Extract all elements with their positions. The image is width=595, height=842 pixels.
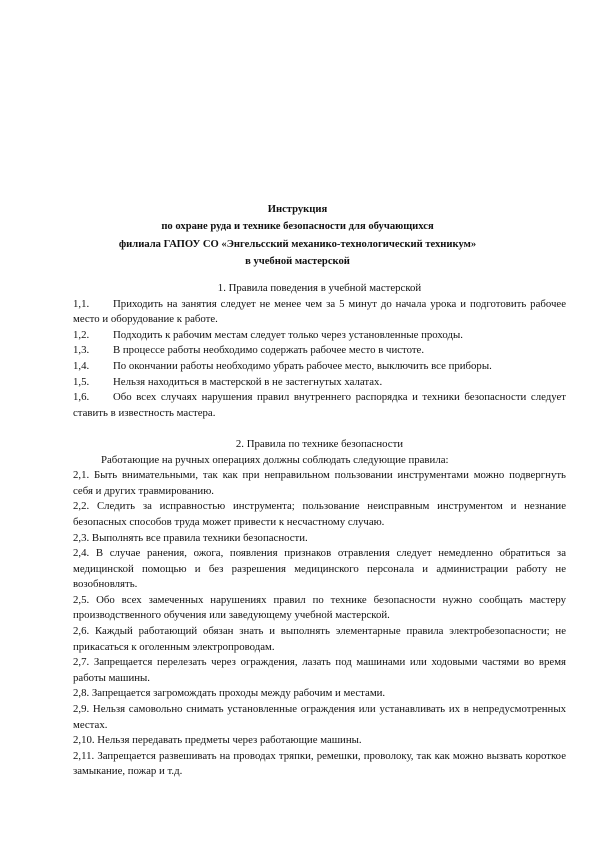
list-item <box>73 359 566 375</box>
document-title <box>60 201 535 271</box>
list-item: 2,5. Обо всех замеченных нарушениях правил по технике безопасности нужно сообщать мастеру производственного обучения или заведующему учебной мастерской. <box>73 593 566 622</box>
item-text: Нельзя находиться в мастерской в не застегнутых халатах. <box>113 375 383 388</box>
list-item <box>73 375 566 391</box>
item-text: В процессе работы необходимо содержать рабочее место в чистоте. <box>113 344 425 357</box>
list-item: 2,8. Запрещается загромождать проходы между рабочим и местами. <box>73 687 386 700</box>
list-item <box>73 297 566 328</box>
list-item <box>73 343 566 359</box>
item-text: Подходить к рабочим местам следует только через установленные проходы. <box>113 328 463 341</box>
document-body <box>73 281 566 780</box>
section-2-intro: Работающие на ручных операциях должны соблюдать следующие правила: <box>101 453 449 466</box>
title-line-1: Инструкция <box>267 204 328 215</box>
list-item: 2,3. Выполнять все правила техники безопасности. <box>73 531 308 544</box>
list-item: 2,1. Быть внимательными, так как при неправильном пользовании инструментами можно подвергнуть себя и других травмированию. <box>73 469 566 497</box>
section-spacer <box>73 421 566 437</box>
list-item: 2,10. Нельзя передавать предметы через работающие машины. <box>73 734 362 747</box>
list-item: 2,6. Каждый работающий обязан знать и выполнять элементарные правила электробезопасности; не прикасаться к оголенным электропроводам. <box>73 625 566 653</box>
list-item: 2,11. Запрещается развешивать на проводах тряпки, ремешки, проволоку, так как можно вызвать короткое замыкание, пожар и т.д. <box>73 749 566 778</box>
item-text: Приходить на занятия следует не менее чем за 5 минут до начала урока и подготовить рабочее место и оборудование к работе. <box>73 297 566 326</box>
item-number: 1,6. <box>73 391 90 404</box>
title-line-2: по охране руда и технике безопасности для обучающихся <box>161 221 434 233</box>
item-number: 1,1. <box>73 297 90 310</box>
list-item: 2,9. Нельзя самовольно снимать установленные ограждения или устанавливать их в непредусмотренных местах. <box>73 703 566 731</box>
list-item <box>73 328 566 344</box>
item-number: 1,3. <box>73 344 90 357</box>
list-item: 2,2. Следить за исправностью инструмента; пользование неисправным инструментом и незнание безопасных способов труда может привести к несчастному случаю. <box>73 500 566 528</box>
list-item: 2,7. Запрещается перелезать через ограждения, лазать под машинами или ходовыми частями во время работы машины. <box>73 656 566 684</box>
item-number: 1,2. <box>73 328 90 341</box>
item-text: По окончании работы необходимо убрать рабочее место, выключить все приборы. <box>113 359 492 372</box>
section-1-heading: 1. Правила поведения в учебной мастерской <box>217 282 422 294</box>
item-number: 1,4. <box>73 359 90 372</box>
title-line-3: филиала ГАПОУ СО «Энгельсский механико-технологический техникум» <box>118 238 477 250</box>
list-item: 2,4. В случае ранения, ожога, появления признаков отравления следует немедленно обратиться за медицинской помощью и без разрешения медицинского персонала и администрации работу не возобновлять. <box>73 547 566 591</box>
item-text: Обо всех случаях нарушения правил внутреннего распорядка и техники безопасности следует ставить в известность мастера. <box>73 391 566 419</box>
title-line-4: в учебной мастерской <box>245 256 350 268</box>
section-2-heading: 2. Правила по технике безопасности <box>235 437 404 450</box>
item-number: 1,5. <box>73 375 90 388</box>
list-item <box>73 390 566 421</box>
